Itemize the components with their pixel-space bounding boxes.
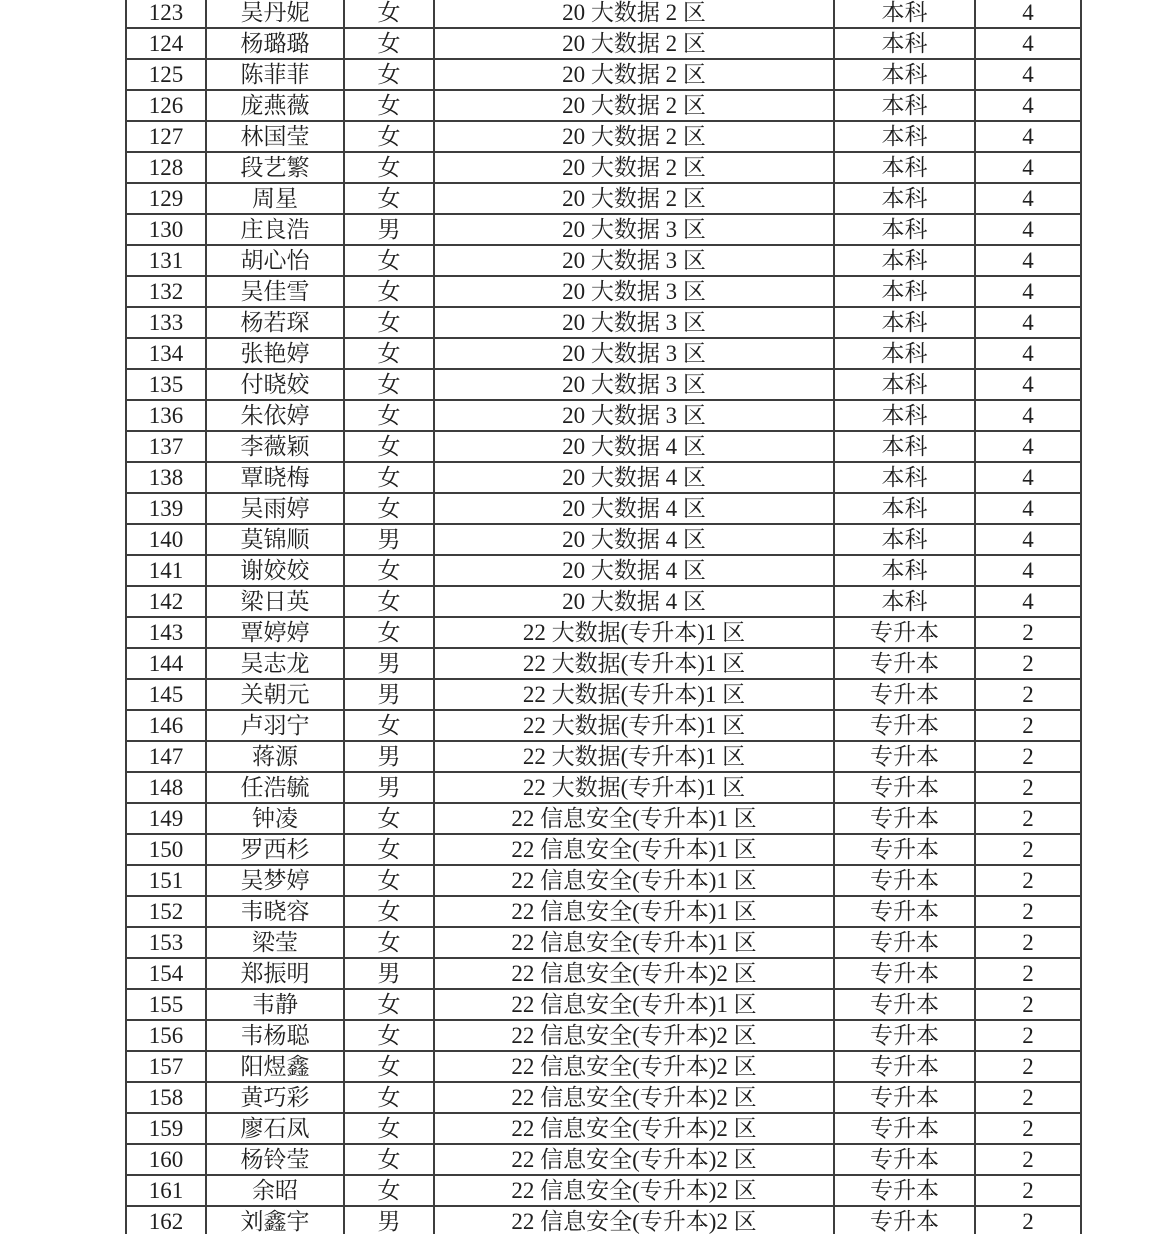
table-row xyxy=(126,679,1081,710)
cell-class: 22 大数据(专升本)1 区 xyxy=(434,617,834,648)
cell-name: 吴佳雪 xyxy=(206,276,344,307)
table-row xyxy=(126,183,1081,214)
cell-gender: 女 xyxy=(344,617,434,648)
cell-program-level: 专升本 xyxy=(834,679,975,710)
cell-count: 2 xyxy=(975,710,1081,741)
cell-count: 2 xyxy=(975,896,1081,927)
table-row xyxy=(126,989,1081,1020)
cell-row-number: 150 xyxy=(126,834,206,865)
cell-name: 李薇颖 xyxy=(206,431,344,462)
cell-class: 22 信息安全(专升本)1 区 xyxy=(434,865,834,896)
cell-row-number: 147 xyxy=(126,741,206,772)
table-row xyxy=(126,1144,1081,1175)
cell-count: 2 xyxy=(975,617,1081,648)
cell-program-level: 专升本 xyxy=(834,1175,975,1206)
cell-gender: 女 xyxy=(344,1020,434,1051)
cell-gender: 女 xyxy=(344,431,434,462)
table-row xyxy=(126,896,1081,927)
cell-name: 郑振明 xyxy=(206,958,344,989)
cell-count: 4 xyxy=(975,121,1081,152)
cell-row-number: 143 xyxy=(126,617,206,648)
cell-class: 22 信息安全(专升本)2 区 xyxy=(434,1051,834,1082)
cell-row-number: 123 xyxy=(126,0,206,28)
cell-program-level: 本科 xyxy=(834,462,975,493)
cell-count: 2 xyxy=(975,679,1081,710)
cell-name: 周星 xyxy=(206,183,344,214)
cell-program-level: 专升本 xyxy=(834,958,975,989)
cell-count: 2 xyxy=(975,803,1081,834)
table-row xyxy=(126,834,1081,865)
cell-count: 2 xyxy=(975,989,1081,1020)
cell-row-number: 154 xyxy=(126,958,206,989)
cell-program-level: 本科 xyxy=(834,431,975,462)
cell-program-level: 专升本 xyxy=(834,710,975,741)
cell-count: 2 xyxy=(975,1113,1081,1144)
cell-class: 22 信息安全(专升本)2 区 xyxy=(434,1175,834,1206)
cell-row-number: 153 xyxy=(126,927,206,958)
table-row xyxy=(126,927,1081,958)
cell-program-level: 本科 xyxy=(834,152,975,183)
cell-row-number: 161 xyxy=(126,1175,206,1206)
cell-row-number: 139 xyxy=(126,493,206,524)
cell-class: 22 信息安全(专升本)2 区 xyxy=(434,1082,834,1113)
cell-gender: 女 xyxy=(344,865,434,896)
cell-count: 4 xyxy=(975,276,1081,307)
cell-count: 4 xyxy=(975,214,1081,245)
cell-gender: 女 xyxy=(344,1113,434,1144)
cell-name: 韦静 xyxy=(206,989,344,1020)
table-row xyxy=(126,152,1081,183)
cell-name: 吴雨婷 xyxy=(206,493,344,524)
cell-class: 22 大数据(专升本)1 区 xyxy=(434,710,834,741)
cell-row-number: 137 xyxy=(126,431,206,462)
cell-gender: 男 xyxy=(344,679,434,710)
cell-count: 4 xyxy=(975,307,1081,338)
cell-row-number: 134 xyxy=(126,338,206,369)
cell-program-level: 本科 xyxy=(834,586,975,617)
cell-name: 关朝元 xyxy=(206,679,344,710)
cell-name: 钟凌 xyxy=(206,803,344,834)
cell-gender: 男 xyxy=(344,648,434,679)
cell-program-level: 专升本 xyxy=(834,927,975,958)
cell-class: 22 大数据(专升本)1 区 xyxy=(434,772,834,803)
cell-count: 2 xyxy=(975,772,1081,803)
cell-class: 22 信息安全(专升本)2 区 xyxy=(434,1144,834,1175)
student-roster-table xyxy=(125,0,1082,1234)
cell-class: 20 大数据 3 区 xyxy=(434,338,834,369)
cell-gender: 女 xyxy=(344,307,434,338)
cell-gender: 女 xyxy=(344,1082,434,1113)
cell-name: 杨璐璐 xyxy=(206,28,344,59)
cell-row-number: 155 xyxy=(126,989,206,1020)
cell-program-level: 专升本 xyxy=(834,989,975,1020)
cell-name: 卢羽宁 xyxy=(206,710,344,741)
cell-name: 廖石凤 xyxy=(206,1113,344,1144)
cell-name: 覃婷婷 xyxy=(206,617,344,648)
table-row xyxy=(126,121,1081,152)
cell-gender: 男 xyxy=(344,1206,434,1234)
cell-class: 20 大数据 2 区 xyxy=(434,183,834,214)
cell-name: 胡心怡 xyxy=(206,245,344,276)
cell-gender: 女 xyxy=(344,710,434,741)
cell-row-number: 130 xyxy=(126,214,206,245)
table-row xyxy=(126,214,1081,245)
cell-class: 20 大数据 4 区 xyxy=(434,586,834,617)
cell-gender: 女 xyxy=(344,555,434,586)
cell-count: 4 xyxy=(975,555,1081,586)
cell-row-number: 151 xyxy=(126,865,206,896)
table-row xyxy=(126,90,1081,121)
cell-gender: 女 xyxy=(344,989,434,1020)
cell-program-level: 专升本 xyxy=(834,1206,975,1234)
cell-program-level: 本科 xyxy=(834,214,975,245)
table-row xyxy=(126,338,1081,369)
cell-class: 22 信息安全(专升本)1 区 xyxy=(434,896,834,927)
cell-name: 庄良浩 xyxy=(206,214,344,245)
table-row xyxy=(126,0,1081,28)
cell-gender: 女 xyxy=(344,338,434,369)
cell-row-number: 132 xyxy=(126,276,206,307)
table-row xyxy=(126,1113,1081,1144)
table-row xyxy=(126,1175,1081,1206)
table-row xyxy=(126,431,1081,462)
cell-row-number: 157 xyxy=(126,1051,206,1082)
cell-row-number: 146 xyxy=(126,710,206,741)
cell-count: 2 xyxy=(975,865,1081,896)
cell-gender: 男 xyxy=(344,524,434,555)
cell-count: 4 xyxy=(975,0,1081,28)
cell-gender: 女 xyxy=(344,1051,434,1082)
cell-row-number: 128 xyxy=(126,152,206,183)
cell-gender: 女 xyxy=(344,59,434,90)
cell-row-number: 124 xyxy=(126,28,206,59)
cell-class: 20 大数据 3 区 xyxy=(434,276,834,307)
table-row xyxy=(126,307,1081,338)
cell-class: 20 大数据 2 区 xyxy=(434,121,834,152)
cell-program-level: 专升本 xyxy=(834,803,975,834)
cell-name: 蒋源 xyxy=(206,741,344,772)
cell-program-level: 本科 xyxy=(834,28,975,59)
cell-class: 20 大数据 2 区 xyxy=(434,59,834,90)
cell-program-level: 专升本 xyxy=(834,865,975,896)
cell-row-number: 162 xyxy=(126,1206,206,1234)
cell-row-number: 126 xyxy=(126,90,206,121)
table-row xyxy=(126,803,1081,834)
cell-row-number: 159 xyxy=(126,1113,206,1144)
table-row xyxy=(126,741,1081,772)
cell-name: 吴志龙 xyxy=(206,648,344,679)
cell-gender: 男 xyxy=(344,214,434,245)
cell-name: 吴梦婷 xyxy=(206,865,344,896)
cell-name: 覃晓梅 xyxy=(206,462,344,493)
cell-program-level: 专升本 xyxy=(834,1051,975,1082)
cell-class: 22 大数据(专升本)1 区 xyxy=(434,648,834,679)
cell-class: 20 大数据 4 区 xyxy=(434,462,834,493)
cell-name: 韦杨聪 xyxy=(206,1020,344,1051)
cell-gender: 女 xyxy=(344,834,434,865)
cell-name: 段艺繁 xyxy=(206,152,344,183)
table-row xyxy=(126,1020,1081,1051)
cell-row-number: 148 xyxy=(126,772,206,803)
cell-name: 付晓姣 xyxy=(206,369,344,400)
cell-program-level: 专升本 xyxy=(834,1113,975,1144)
cell-gender: 男 xyxy=(344,958,434,989)
cell-name: 朱依婷 xyxy=(206,400,344,431)
cell-gender: 女 xyxy=(344,183,434,214)
cell-name: 林国莹 xyxy=(206,121,344,152)
cell-program-level: 专升本 xyxy=(834,1020,975,1051)
cell-class: 20 大数据 3 区 xyxy=(434,369,834,400)
cell-gender: 女 xyxy=(344,586,434,617)
cell-name: 杨若琛 xyxy=(206,307,344,338)
cell-row-number: 160 xyxy=(126,1144,206,1175)
student-table-body xyxy=(126,0,1081,1234)
cell-name: 刘鑫宇 xyxy=(206,1206,344,1234)
cell-gender: 女 xyxy=(344,462,434,493)
cell-program-level: 专升本 xyxy=(834,617,975,648)
cell-count: 4 xyxy=(975,400,1081,431)
table-row xyxy=(126,462,1081,493)
cell-gender: 女 xyxy=(344,0,434,28)
cell-count: 4 xyxy=(975,493,1081,524)
cell-row-number: 156 xyxy=(126,1020,206,1051)
cell-gender: 男 xyxy=(344,772,434,803)
cell-name: 莫锦顺 xyxy=(206,524,344,555)
table-row xyxy=(126,958,1081,989)
cell-gender: 女 xyxy=(344,121,434,152)
cell-program-level: 本科 xyxy=(834,276,975,307)
cell-program-level: 专升本 xyxy=(834,648,975,679)
table-row xyxy=(126,1206,1081,1234)
cell-row-number: 125 xyxy=(126,59,206,90)
cell-program-level: 本科 xyxy=(834,0,975,28)
cell-class: 20 大数据 4 区 xyxy=(434,431,834,462)
cell-count: 2 xyxy=(975,1175,1081,1206)
cell-row-number: 135 xyxy=(126,369,206,400)
cell-program-level: 专升本 xyxy=(834,896,975,927)
cell-name: 梁莹 xyxy=(206,927,344,958)
table-row xyxy=(126,1082,1081,1113)
cell-gender: 女 xyxy=(344,276,434,307)
table-row xyxy=(126,59,1081,90)
cell-program-level: 本科 xyxy=(834,524,975,555)
cell-program-level: 专升本 xyxy=(834,1144,975,1175)
table-row xyxy=(126,710,1081,741)
table-row xyxy=(126,617,1081,648)
cell-program-level: 本科 xyxy=(834,121,975,152)
table-row xyxy=(126,648,1081,679)
cell-class: 22 大数据(专升本)1 区 xyxy=(434,679,834,710)
cell-program-level: 本科 xyxy=(834,400,975,431)
cell-count: 2 xyxy=(975,834,1081,865)
cell-class: 20 大数据 4 区 xyxy=(434,524,834,555)
cell-count: 2 xyxy=(975,927,1081,958)
cell-gender: 男 xyxy=(344,741,434,772)
cell-name: 黄巧彩 xyxy=(206,1082,344,1113)
cell-row-number: 142 xyxy=(126,586,206,617)
cell-program-level: 专升本 xyxy=(834,1082,975,1113)
cell-class: 20 大数据 2 区 xyxy=(434,90,834,121)
cell-class: 20 大数据 3 区 xyxy=(434,214,834,245)
cell-count: 4 xyxy=(975,338,1081,369)
cell-count: 2 xyxy=(975,648,1081,679)
cell-row-number: 144 xyxy=(126,648,206,679)
cell-name: 谢姣姣 xyxy=(206,555,344,586)
cell-class: 22 信息安全(专升本)2 区 xyxy=(434,958,834,989)
cell-count: 2 xyxy=(975,1206,1081,1234)
cell-class: 22 信息安全(专升本)2 区 xyxy=(434,1113,834,1144)
cell-count: 4 xyxy=(975,59,1081,90)
cell-class: 20 大数据 4 区 xyxy=(434,493,834,524)
cell-count: 4 xyxy=(975,245,1081,276)
cell-program-level: 专升本 xyxy=(834,772,975,803)
cell-row-number: 149 xyxy=(126,803,206,834)
table-row xyxy=(126,524,1081,555)
table-row xyxy=(126,772,1081,803)
cell-name: 张艳婷 xyxy=(206,338,344,369)
cell-name: 梁日英 xyxy=(206,586,344,617)
cell-gender: 女 xyxy=(344,1144,434,1175)
cell-count: 4 xyxy=(975,462,1081,493)
cell-row-number: 131 xyxy=(126,245,206,276)
cell-program-level: 本科 xyxy=(834,493,975,524)
table-row xyxy=(126,493,1081,524)
cell-class: 22 大数据(专升本)1 区 xyxy=(434,741,834,772)
cell-gender: 女 xyxy=(344,245,434,276)
table-row xyxy=(126,276,1081,307)
cell-gender: 女 xyxy=(344,803,434,834)
cell-gender: 女 xyxy=(344,1175,434,1206)
cell-count: 4 xyxy=(975,369,1081,400)
cell-count: 4 xyxy=(975,431,1081,462)
cell-class: 20 大数据 3 区 xyxy=(434,400,834,431)
cell-gender: 女 xyxy=(344,896,434,927)
table-row xyxy=(126,28,1081,59)
cell-row-number: 138 xyxy=(126,462,206,493)
cell-count: 4 xyxy=(975,524,1081,555)
cell-program-level: 本科 xyxy=(834,307,975,338)
cell-class: 20 大数据 2 区 xyxy=(434,0,834,28)
cell-gender: 女 xyxy=(344,90,434,121)
cell-row-number: 133 xyxy=(126,307,206,338)
cell-row-number: 136 xyxy=(126,400,206,431)
cell-count: 4 xyxy=(975,28,1081,59)
cell-program-level: 本科 xyxy=(834,369,975,400)
cell-name: 吴丹妮 xyxy=(206,0,344,28)
cell-gender: 女 xyxy=(344,400,434,431)
cell-count: 4 xyxy=(975,586,1081,617)
cell-row-number: 129 xyxy=(126,183,206,214)
table-row xyxy=(126,400,1081,431)
cell-gender: 女 xyxy=(344,927,434,958)
cell-count: 2 xyxy=(975,958,1081,989)
cell-class: 20 大数据 3 区 xyxy=(434,307,834,338)
cell-program-level: 本科 xyxy=(834,338,975,369)
table-row xyxy=(126,555,1081,586)
cell-class: 20 大数据 2 区 xyxy=(434,28,834,59)
table-row xyxy=(126,245,1081,276)
table-row xyxy=(126,369,1081,400)
cell-program-level: 本科 xyxy=(834,555,975,586)
cell-count: 2 xyxy=(975,1144,1081,1175)
cell-program-level: 专升本 xyxy=(834,741,975,772)
cell-row-number: 141 xyxy=(126,555,206,586)
cell-program-level: 本科 xyxy=(834,245,975,276)
cell-count: 4 xyxy=(975,152,1081,183)
cell-name: 陈菲菲 xyxy=(206,59,344,90)
cell-row-number: 158 xyxy=(126,1082,206,1113)
cell-count: 2 xyxy=(975,1020,1081,1051)
cell-name: 韦晓容 xyxy=(206,896,344,927)
cell-row-number: 152 xyxy=(126,896,206,927)
cell-name: 余昭 xyxy=(206,1175,344,1206)
table-row xyxy=(126,1051,1081,1082)
cell-gender: 女 xyxy=(344,28,434,59)
cell-count: 4 xyxy=(975,183,1081,214)
cell-row-number: 145 xyxy=(126,679,206,710)
cell-name: 杨铃莹 xyxy=(206,1144,344,1175)
cell-gender: 女 xyxy=(344,493,434,524)
cell-name: 阳煜鑫 xyxy=(206,1051,344,1082)
cell-count: 4 xyxy=(975,90,1081,121)
table-row xyxy=(126,865,1081,896)
cell-class: 22 信息安全(专升本)2 区 xyxy=(434,1020,834,1051)
cell-row-number: 127 xyxy=(126,121,206,152)
cell-class: 22 信息安全(专升本)1 区 xyxy=(434,834,834,865)
cell-row-number: 140 xyxy=(126,524,206,555)
cell-count: 2 xyxy=(975,741,1081,772)
cell-gender: 女 xyxy=(344,369,434,400)
cell-program-level: 本科 xyxy=(834,183,975,214)
cell-program-level: 本科 xyxy=(834,90,975,121)
cell-name: 罗西杉 xyxy=(206,834,344,865)
cell-count: 2 xyxy=(975,1051,1081,1082)
cell-gender: 女 xyxy=(344,152,434,183)
cell-class: 22 信息安全(专升本)1 区 xyxy=(434,927,834,958)
cell-class: 20 大数据 3 区 xyxy=(434,245,834,276)
cell-class: 22 信息安全(专升本)1 区 xyxy=(434,803,834,834)
table-row xyxy=(126,586,1081,617)
cell-program-level: 本科 xyxy=(834,59,975,90)
cell-name: 庞燕薇 xyxy=(206,90,344,121)
cell-program-level: 专升本 xyxy=(834,834,975,865)
cell-class: 22 信息安全(专升本)2 区 xyxy=(434,1206,834,1234)
cell-count: 2 xyxy=(975,1082,1081,1113)
cell-class: 22 信息安全(专升本)1 区 xyxy=(434,989,834,1020)
cell-name: 任浩毓 xyxy=(206,772,344,803)
cell-class: 20 大数据 2 区 xyxy=(434,152,834,183)
cell-class: 20 大数据 4 区 xyxy=(434,555,834,586)
